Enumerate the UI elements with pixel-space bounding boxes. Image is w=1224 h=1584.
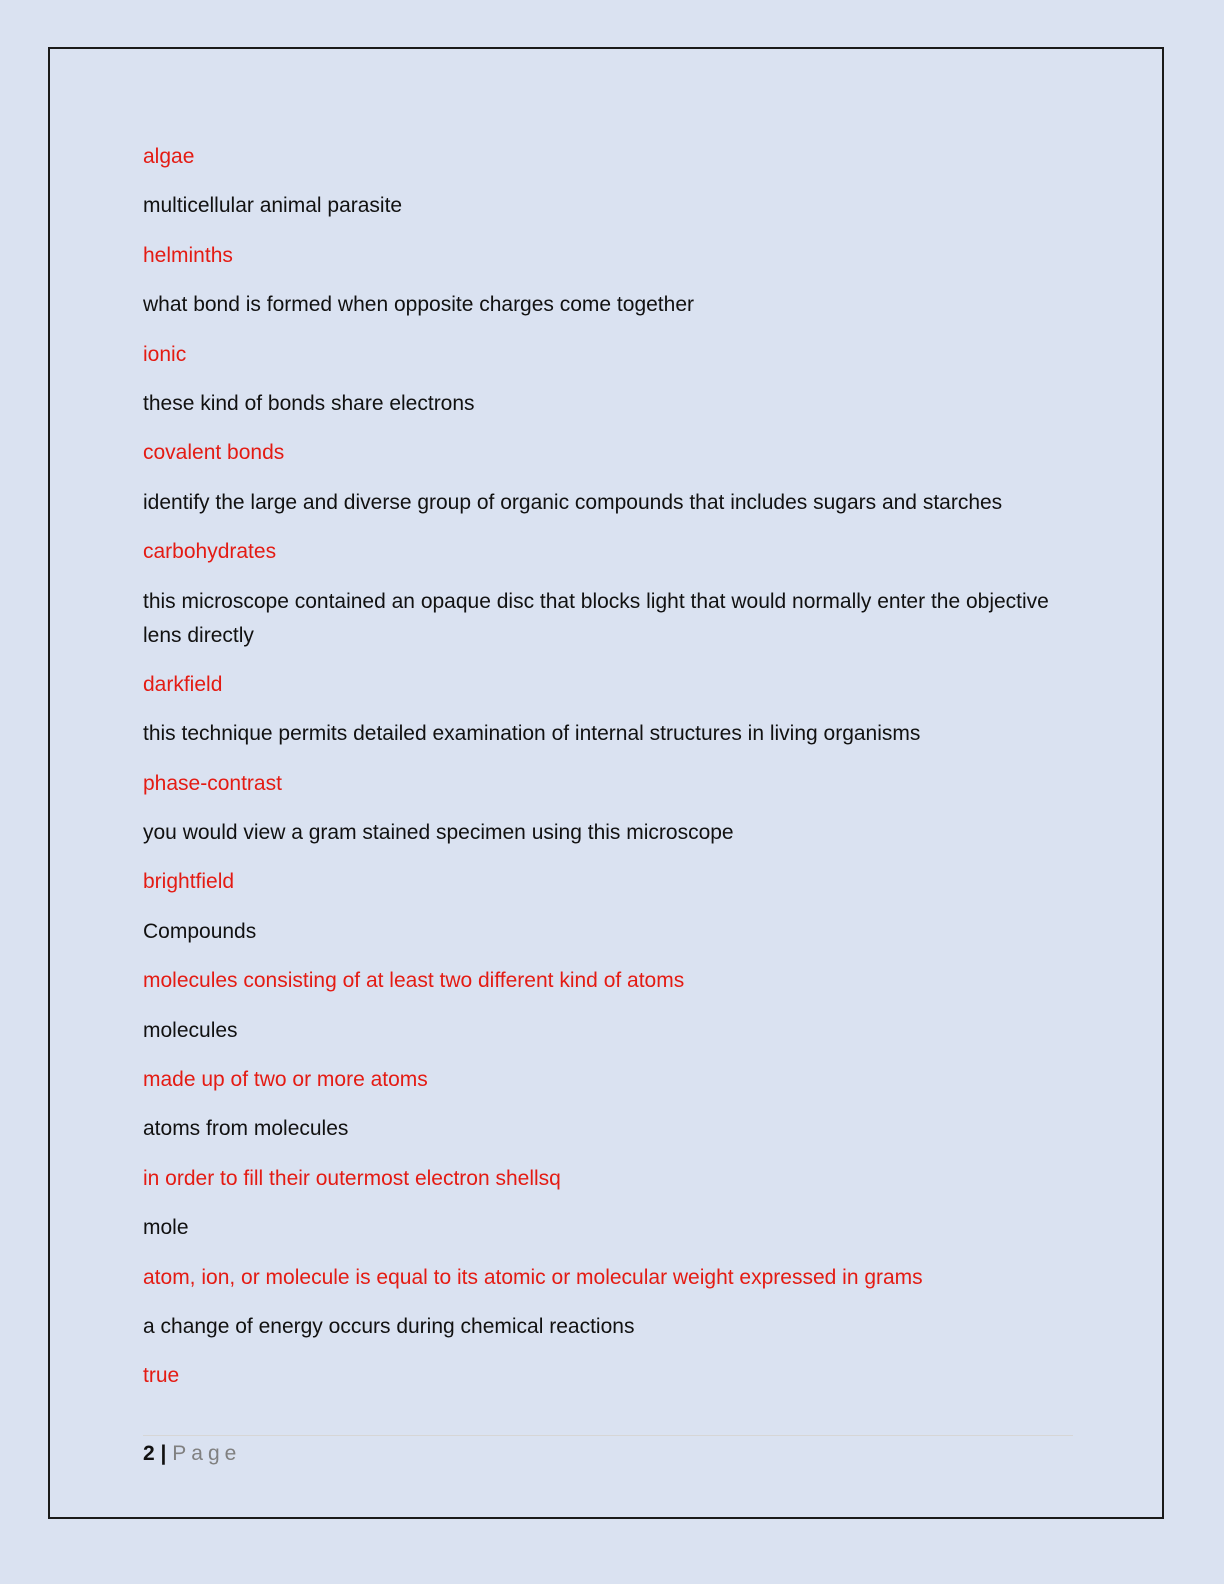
answer-line: phase-contrast (143, 771, 282, 795)
answer-line: true (143, 1364, 180, 1388)
answer-line: in order to fill their outermost electron shellsq (143, 1166, 561, 1190)
question-line: multicellular animal parasite (143, 194, 403, 218)
footer-separator: | (160, 1442, 167, 1465)
answer-line: carbohydrates (143, 540, 277, 564)
answer-line: brightfield (143, 870, 235, 894)
question-line: molecules (143, 1018, 238, 1042)
answer-line: covalent bonds (143, 441, 285, 465)
question-line: these kind of bonds share electrons (143, 391, 475, 415)
footer-divider (143, 1435, 1073, 1436)
answer-line: atom, ion, or molecule is equal to its atomic or molecular weight expressed in grams (143, 1265, 923, 1289)
question-line: identify the large and diverse group of organic compounds that includes sugars and starches (143, 490, 1003, 514)
page-label: Page (172, 1442, 242, 1465)
question-line: a change of energy occurs during chemical reactions (143, 1314, 635, 1338)
answer-line: algae (143, 145, 195, 168)
answer-line: ionic (143, 342, 187, 366)
answer-line: molecules consisting of at least two different kind of atoms (143, 969, 685, 993)
question-line: this microscope contained an opaque disc that blocks light that would normally enter the objective lens directly (143, 589, 1049, 647)
question-line: this technique permits detailed examination of internal structures in living organisms (143, 722, 921, 746)
answer-line: darkfield (143, 672, 223, 696)
question-line: atoms from molecules (143, 1117, 349, 1141)
answer-line: helminths (143, 243, 233, 267)
page-footer (143, 1440, 241, 1468)
question-line: what bond is formed when opposite charges come together (143, 293, 694, 317)
question-line: mole (143, 1216, 189, 1240)
document-body (143, 140, 1073, 1409)
question-line: Compounds (143, 919, 257, 943)
page-number: 2 (143, 1442, 155, 1465)
answer-line: made up of two or more atoms (143, 1068, 428, 1092)
question-line: you would view a gram stained specimen using this microscope (143, 821, 734, 845)
